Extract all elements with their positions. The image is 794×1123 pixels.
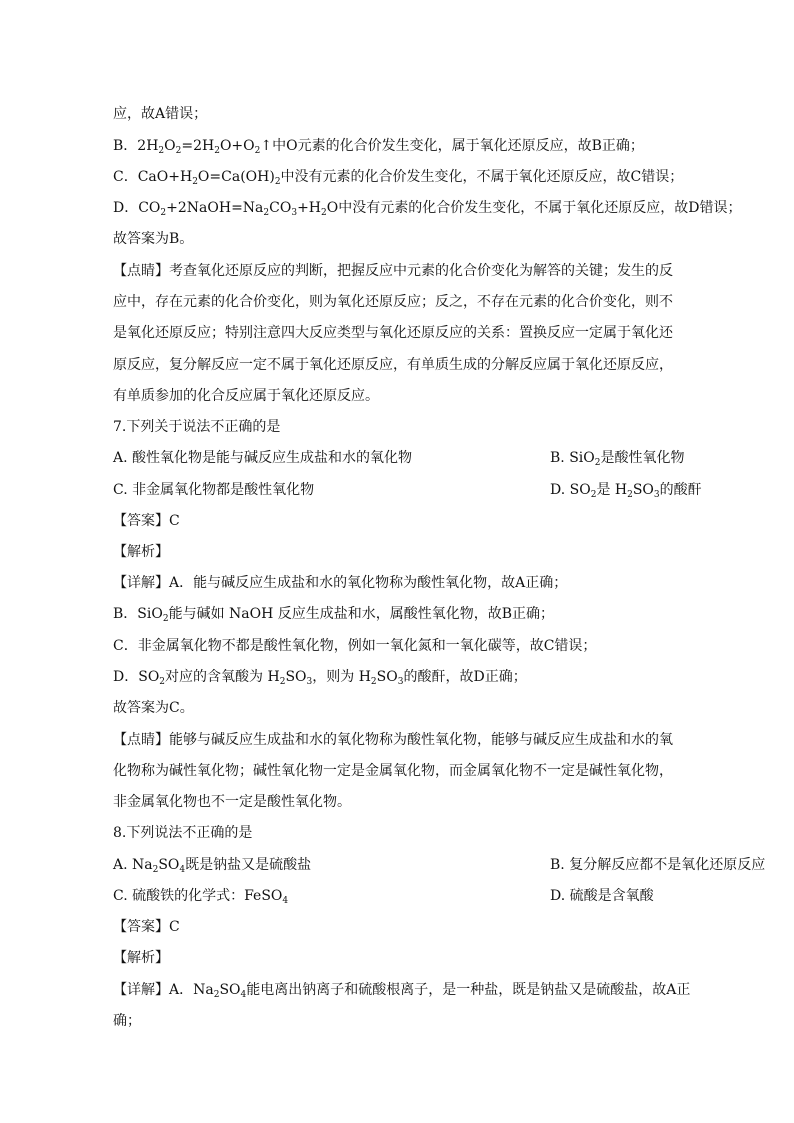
text-line: D．$SO_2$对应的含氧酸为 $H_2SO_3$，则为 $H_2SO_3$的酸酐，故D正确； [113,669,527,687]
question-8-stem: 8.下列说法不正确的是 [113,825,253,841]
question-7-options-row-2 [113,481,702,500]
text-line: C．非金属氧化物不都是酸性氧化物，例如一氧化氮和一氧化碳等，故C错误； [113,638,597,654]
answer-label: 【答案】C [113,513,180,529]
text-line: 故答案为C。 [113,700,194,716]
text-line: D．$CO_2+2NaOH=Na_2CO_3+H_2O$中没有元素的化合价发生变化，不属于氧化还原反应，故D错误； [113,200,742,218]
text-line: 故答案为B。 [113,231,194,247]
answer-label: 【答案】C [113,919,180,935]
text-line: 有单质参加的化合反应属于氧化还原反应。 [113,388,379,404]
question-8-options-row-2 [113,887,694,905]
text-line: B．SiO$_2$能与碱如 NaOH 反应生成盐和水，属酸性氧化物，故B正确； [113,606,555,624]
text-line: 【详解】A．$Na_2SO_4$能电离出钠离子和硫酸根离子，是一种盐，既是钠盐又是硫酸盐，故A正 [113,982,691,1000]
text-line: 【点睛】考查氧化还原反应的判断，把握反应中元素的化合价变化为解答的关键；发生的反 [113,263,673,279]
text-line: 应，故A错误； [113,106,208,122]
question-7-options-row-1 [113,449,694,467]
option-b: B. 复分解反应都不是氧化还原反应 [550,857,766,873]
text-line: 化物称为碱性氧化物；碱性氧化物一定是金属氧化物，而金属氧化物不一定是碱性氧化物， [113,763,673,779]
option-a: A. 酸性氧化物是能与碱反应生成盐和水的氧化物 [113,450,413,466]
option-b: B. SiO$_2$是酸性氧化物 [550,450,685,468]
question-7-stem: 7.下列关于说法不正确的是 [113,419,281,435]
option-d: D. $SO_2$是 $H_2SO_3$的酸酐 [550,482,702,500]
text-line: 应中，存在元素的化合价变化，则为氧化还原反应；反之，不存在元素的化合价变化，则不 [113,294,673,310]
text-line: 是氧化还原反应；特别注意四大反应类型与氧化还原反应的关系：置换反应一定属于氧化还 [113,325,673,341]
text-line: 【详解】A．能与碱反应生成盐和水的氧化物称为酸性氧化物，故A正确； [113,575,568,591]
analysis-label: 【解析】 [113,544,169,560]
question-8-options-row-1 [113,856,766,875]
option-d: D. 硫酸是含氧酸 [550,888,654,904]
analysis-label: 【解析】 [113,950,169,966]
text-line: 确； [113,1013,141,1029]
text-line: B．$2H_2O_2=2H_2O+O_2↑$中O元素的化合价发生变化，属于氧化还原反应，故B正确； [113,138,644,156]
option-a: A. $Na_2SO_4$既是钠盐又是硫酸盐 [113,857,312,875]
option-c: C. 硫酸铁的化学式：FeSO$_4$ [113,888,289,906]
text-line: 原反应，复分解反应一定不属于氧化还原反应，有单质生成的分解反应属于氧化还原反应， [113,357,673,373]
option-c: C. 非金属氧化物都是酸性氧化物 [113,482,315,498]
text-line: 非金属氧化物也不一定是酸性氧化物。 [113,794,351,810]
text-line: C．$CaO+H_2O=Ca(OH)_2$中没有元素的化合价发生变化，不属于氧化还原反应，故C错误； [113,169,684,187]
text-line: 【点睛】能够与碱反应生成盐和水的氧化物称为酸性氧化物，能够与碱反应生成盐和水的氧 [113,732,673,748]
